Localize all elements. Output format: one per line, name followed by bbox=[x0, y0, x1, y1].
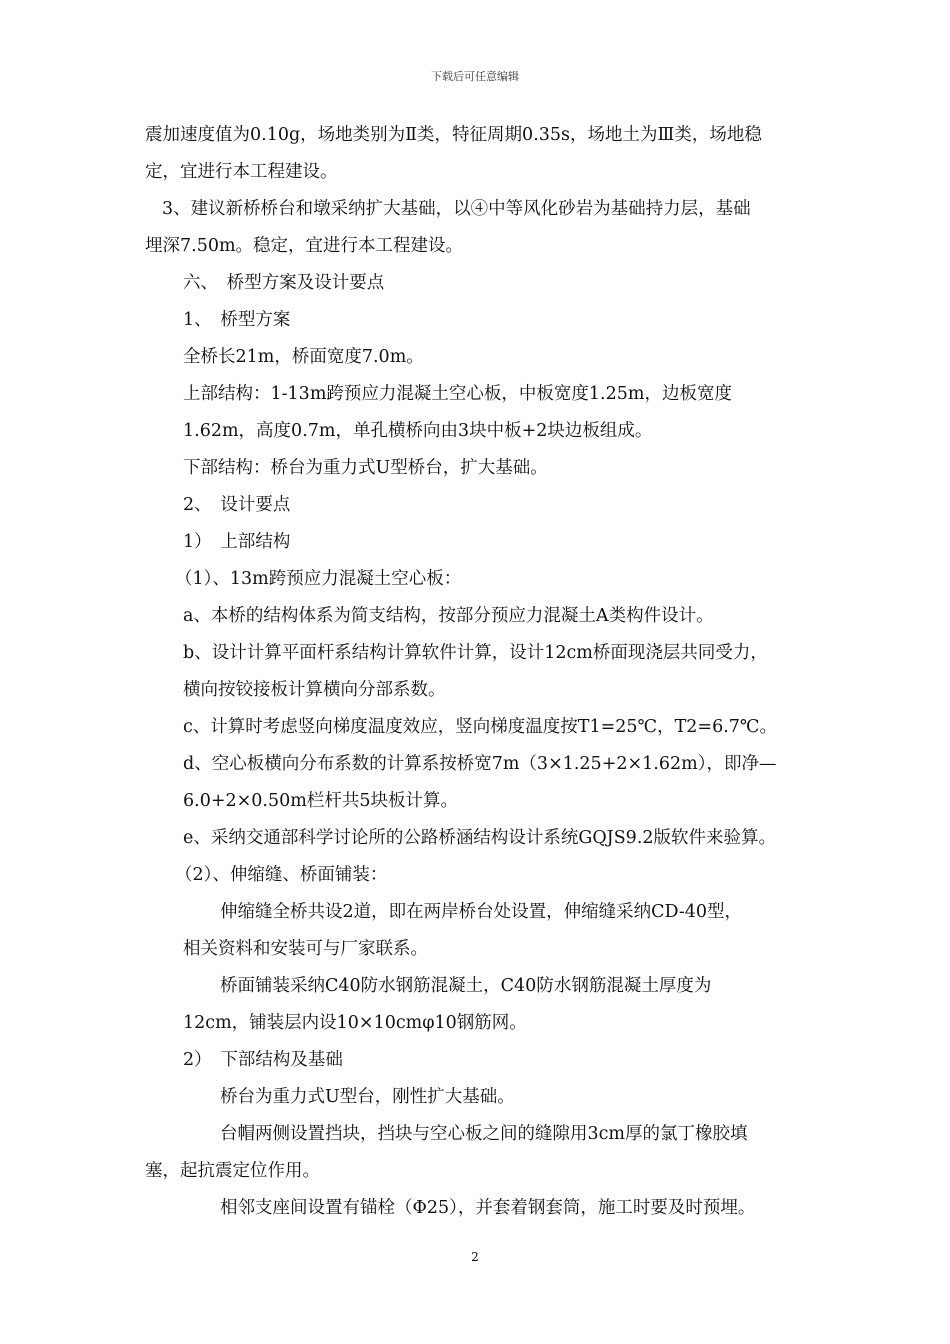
body-line: （1）、13m跨预应力混凝土空心板： bbox=[175, 569, 462, 589]
body-line: 12cm，铺装层内设10×10cmφ10钢筋网。 bbox=[183, 1013, 527, 1033]
body-line: 6.0+2×0.50m栏杆共5块板计算。 bbox=[183, 791, 458, 811]
body-line: b、设计计算平面杆系结构计算软件计算，设计12cm桥面现浇层共同受力， bbox=[183, 643, 768, 663]
body-line: e、采纳交通部科学讨论所的公路桥涵结构设计系统GQJS9.2版软件来验算。 bbox=[183, 828, 777, 848]
body-line: 上部结构：1-13m跨预应力混凝土空心板，中板宽度1.25m，边板宽度 bbox=[183, 384, 732, 404]
body-line: 下部结构：桥台为重力式U型桥台，扩大基础。 bbox=[183, 458, 548, 478]
body-line: 全桥长21m，桥面宽度7.0m。 bbox=[183, 347, 424, 367]
body-line: 定，宜进行本工程建设。 bbox=[145, 162, 338, 182]
page-number: 2 bbox=[471, 1250, 479, 1264]
body-line: d、空心板横向分布系数的计算系按桥宽7m（3×1.25+2×1.62m），即净— bbox=[183, 754, 777, 774]
body-line: 台帽两侧设置挡块，挡块与空心板之间的缝隙用3cm厚的氯丁橡胶填 bbox=[220, 1124, 748, 1144]
body-line: 1.62m，高度0.7m，单孔横桥向由3块中板+2块边板组成。 bbox=[183, 421, 653, 441]
body-line: （2）、伸缩缝、桥面铺装： bbox=[175, 865, 388, 885]
body-line: 相邻支座间设置有锚栓（Φ25），并套着钢套筒，施工时要及时预埋。 bbox=[220, 1198, 756, 1218]
section-heading: 六、 桥型方案及设计要点 bbox=[183, 273, 385, 293]
body-line: 埋深7.50m。稳定，宜进行本工程建设。 bbox=[145, 236, 464, 256]
page-header: 下载后可任意编辑 bbox=[431, 70, 519, 83]
body-line: a、本桥的结构体系为简支结构，按部分预应力混凝土A类构件设计。 bbox=[183, 606, 714, 626]
body-line: c、计算时考虑竖向梯度温度效应，竖向梯度温度按T1=25℃，T2=6.7℃。 bbox=[183, 717, 777, 737]
body-line: 桥面铺装采纳C40防水钢筋混凝土，C40防水钢筋混凝土厚度为 bbox=[220, 976, 712, 996]
section-heading: 2、 设计要点 bbox=[183, 495, 291, 515]
section-heading: 1、 桥型方案 bbox=[183, 310, 291, 330]
body-line: 相关资料和安装可与厂家联系。 bbox=[183, 939, 428, 959]
body-line: 伸缩缝全桥共设2道，即在两岸桥台处设置，伸缩缝采纳CD-40型， bbox=[220, 902, 743, 922]
body-line: 横向按铰接板计算横向分部系数。 bbox=[183, 680, 446, 700]
section-heading: 2） 下部结构及基础 bbox=[183, 1050, 343, 1070]
body-line: 塞，起抗震定位作用。 bbox=[145, 1161, 320, 1181]
body-line: 震加速度值为0.10g，场地类别为Ⅱ类，特征周期0.35s，场地土为Ⅲ类，场地稳 bbox=[145, 125, 762, 145]
body-line: 桥台为重力式U型台，刚性扩大基础。 bbox=[220, 1087, 515, 1107]
section-heading: 1） 上部结构 bbox=[183, 532, 291, 552]
body-line: 3、建议新桥桥台和墩采纳扩大基础，以④中等风化砂岩为基础持力层，基础 bbox=[162, 199, 751, 219]
